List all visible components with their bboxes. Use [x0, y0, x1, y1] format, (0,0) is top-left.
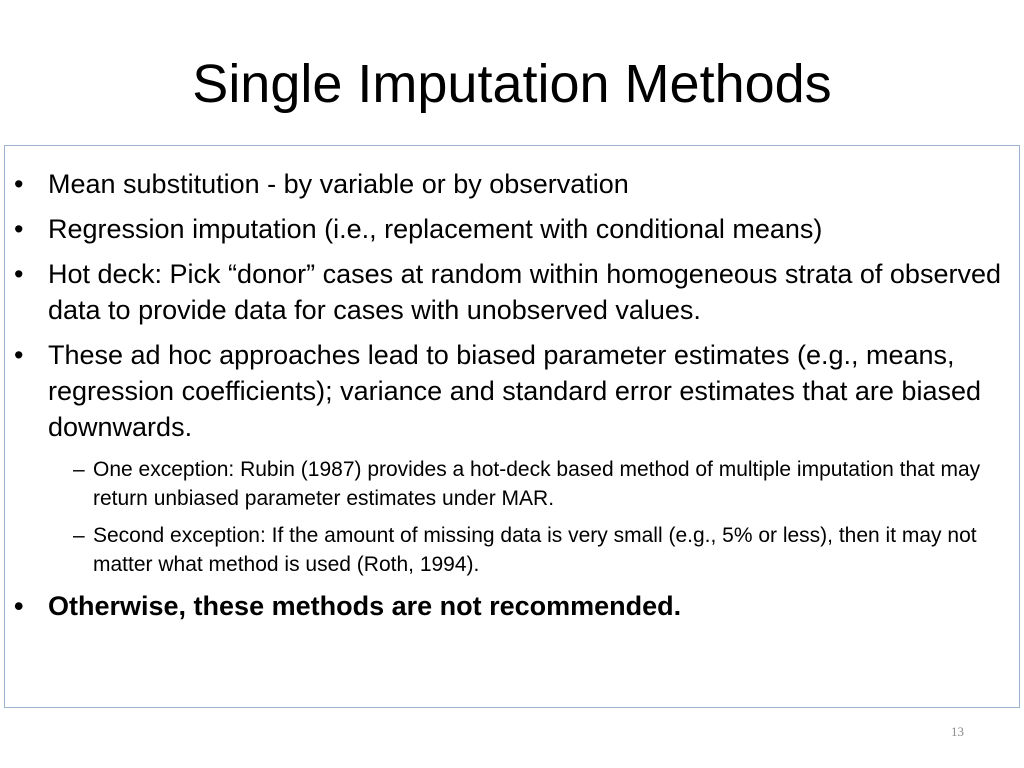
sub-bullet-marker: – — [73, 524, 85, 547]
bullet-item — [5, 166, 1017, 202]
bullet-list — [5, 166, 1017, 633]
bullet-text: These ad hoc approaches lead to biased parameter estimates (e.g., means, regression coefficients); variance and standard error estimates that are biased downwards. — [48, 340, 981, 442]
sub-bullet-text: Second exception: If the amount of missing data is very small (e.g., 5% or less), then it may not matter what method is used (Roth, 1994). — [93, 524, 977, 576]
bullet-marker: • — [14, 591, 24, 621]
bullet-marker: • — [14, 259, 24, 289]
sub-bullet-item — [48, 521, 1001, 579]
sub-bullet-text: One exception: Rubin (1987) provides a hot-deck based method of multiple imputation that may return unbiased parameter estimates under MAR. — [93, 458, 981, 510]
bullet-item — [5, 337, 1017, 579]
bullet-marker: • — [14, 214, 24, 244]
slide-number: 13 — [951, 724, 964, 739]
bullet-marker: • — [14, 169, 24, 199]
bullet-text: Mean substitution - by variable or by observation — [48, 169, 629, 199]
bullet-item — [5, 211, 1017, 247]
bullet-text: Regression imputation (i.e., replacement with conditional means) — [48, 214, 823, 244]
sub-bullet-list — [48, 455, 1001, 579]
sub-bullet-item — [48, 455, 1001, 513]
bullet-item — [5, 256, 1017, 328]
bullet-marker: • — [14, 340, 24, 370]
content-box — [4, 145, 1020, 708]
bullet-text: Otherwise, these methods are not recommended. — [48, 591, 682, 621]
bullet-item-emphasis — [5, 588, 1017, 624]
bullet-text: Hot deck: Pick “donor” cases at random within homogeneous strata of observed data to provide data for cases with unobserved values. — [48, 259, 1001, 325]
sub-bullet-marker: – — [73, 458, 85, 481]
slide-title: Single Imputation Methods — [192, 54, 832, 114]
